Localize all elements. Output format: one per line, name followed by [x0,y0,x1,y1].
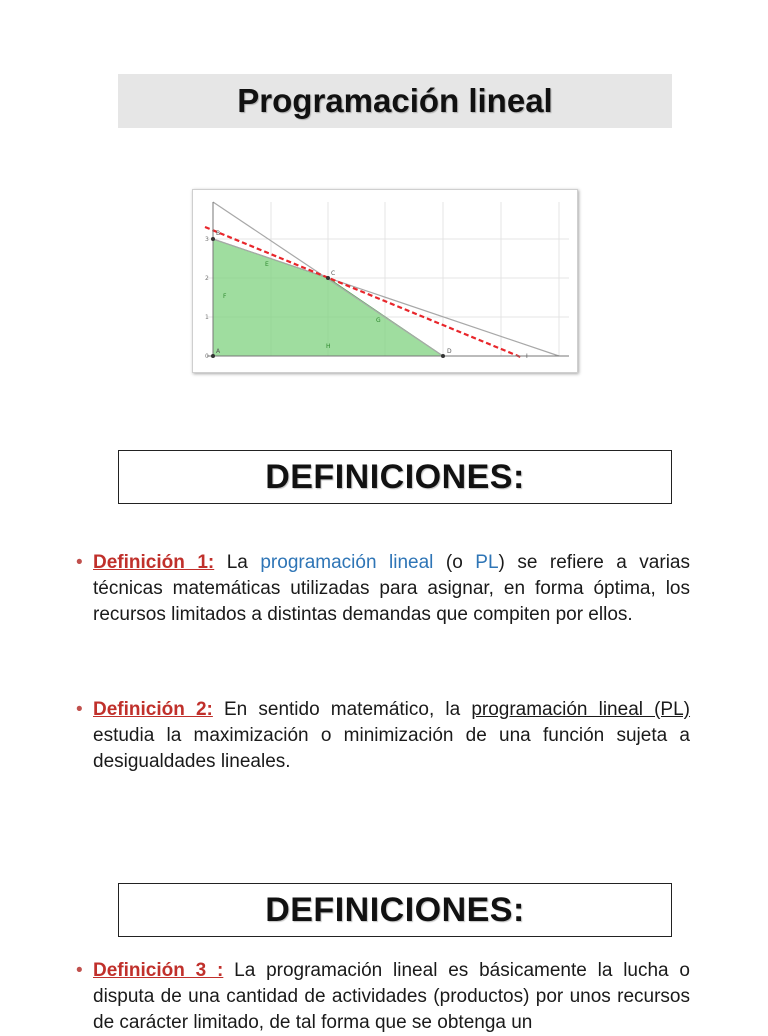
definition-1 [76,550,690,628]
graph-svg [193,190,577,372]
y-tick-label: 0 [205,353,209,360]
definition-text: (o [433,552,476,573]
y-tick-label: 2 [205,275,209,282]
underlined-term: programación lineal (PL) [471,699,691,720]
linear-programming-graph [192,189,578,373]
vertex-point [211,354,215,358]
definition-body [93,958,690,1036]
definition-text: ) se refiere a varias técnicas matemáticas utilizadas para asignar, en forma óptima, los recursos limitados a distintas demandas que compiten por ellos. [93,552,690,625]
page-title: Programación lineal [237,82,553,119]
bullet: • [76,960,83,981]
point-label: B [216,230,221,237]
vertex-point [441,354,445,358]
bullet: • [76,552,83,573]
linked-term: PL [475,552,499,573]
point-label: H [326,343,331,350]
definition-label: Definición 1: [93,552,215,573]
section-heading-box [118,883,672,937]
definition-body [93,697,690,775]
section-heading: DEFINICIONES: [265,890,525,929]
vertex-point [326,276,330,280]
point-label: E [265,261,269,268]
section-heading-box [118,450,672,504]
point-label: F [223,293,227,300]
point-label: C [331,270,336,277]
y-tick-label: 3 [205,236,209,243]
definition-text: estudia la maximización o minimización de una función sujeta a desigualdades lineales. [93,725,690,772]
definition-text: La programación lineal es básicamente la lucha o disputa de una cantidad de actividades (productos) por unos recursos de carácter limitado, de tal forma que se obtenga un [93,960,690,1033]
title-band [118,74,672,128]
linked-term: programación lineal [260,552,434,573]
point-label: I [526,353,528,360]
definition-label: Definición 2: [93,699,213,720]
definition-2 [76,697,690,775]
point-label: G [376,317,381,324]
definition-text: La [214,552,261,573]
y-tick-labels [205,236,209,360]
bullet: • [76,699,83,720]
definition-text: En sentido matemático, la [212,699,472,720]
definition-body [93,550,690,628]
point-label: D [447,348,452,355]
definition-label: Definición 3 : [93,960,224,981]
definition-3 [76,958,690,1036]
section-heading: DEFINICIONES: [265,457,525,496]
y-tick-label: 1 [205,314,209,321]
vertex-point [211,237,215,241]
point-label: A [216,348,221,355]
